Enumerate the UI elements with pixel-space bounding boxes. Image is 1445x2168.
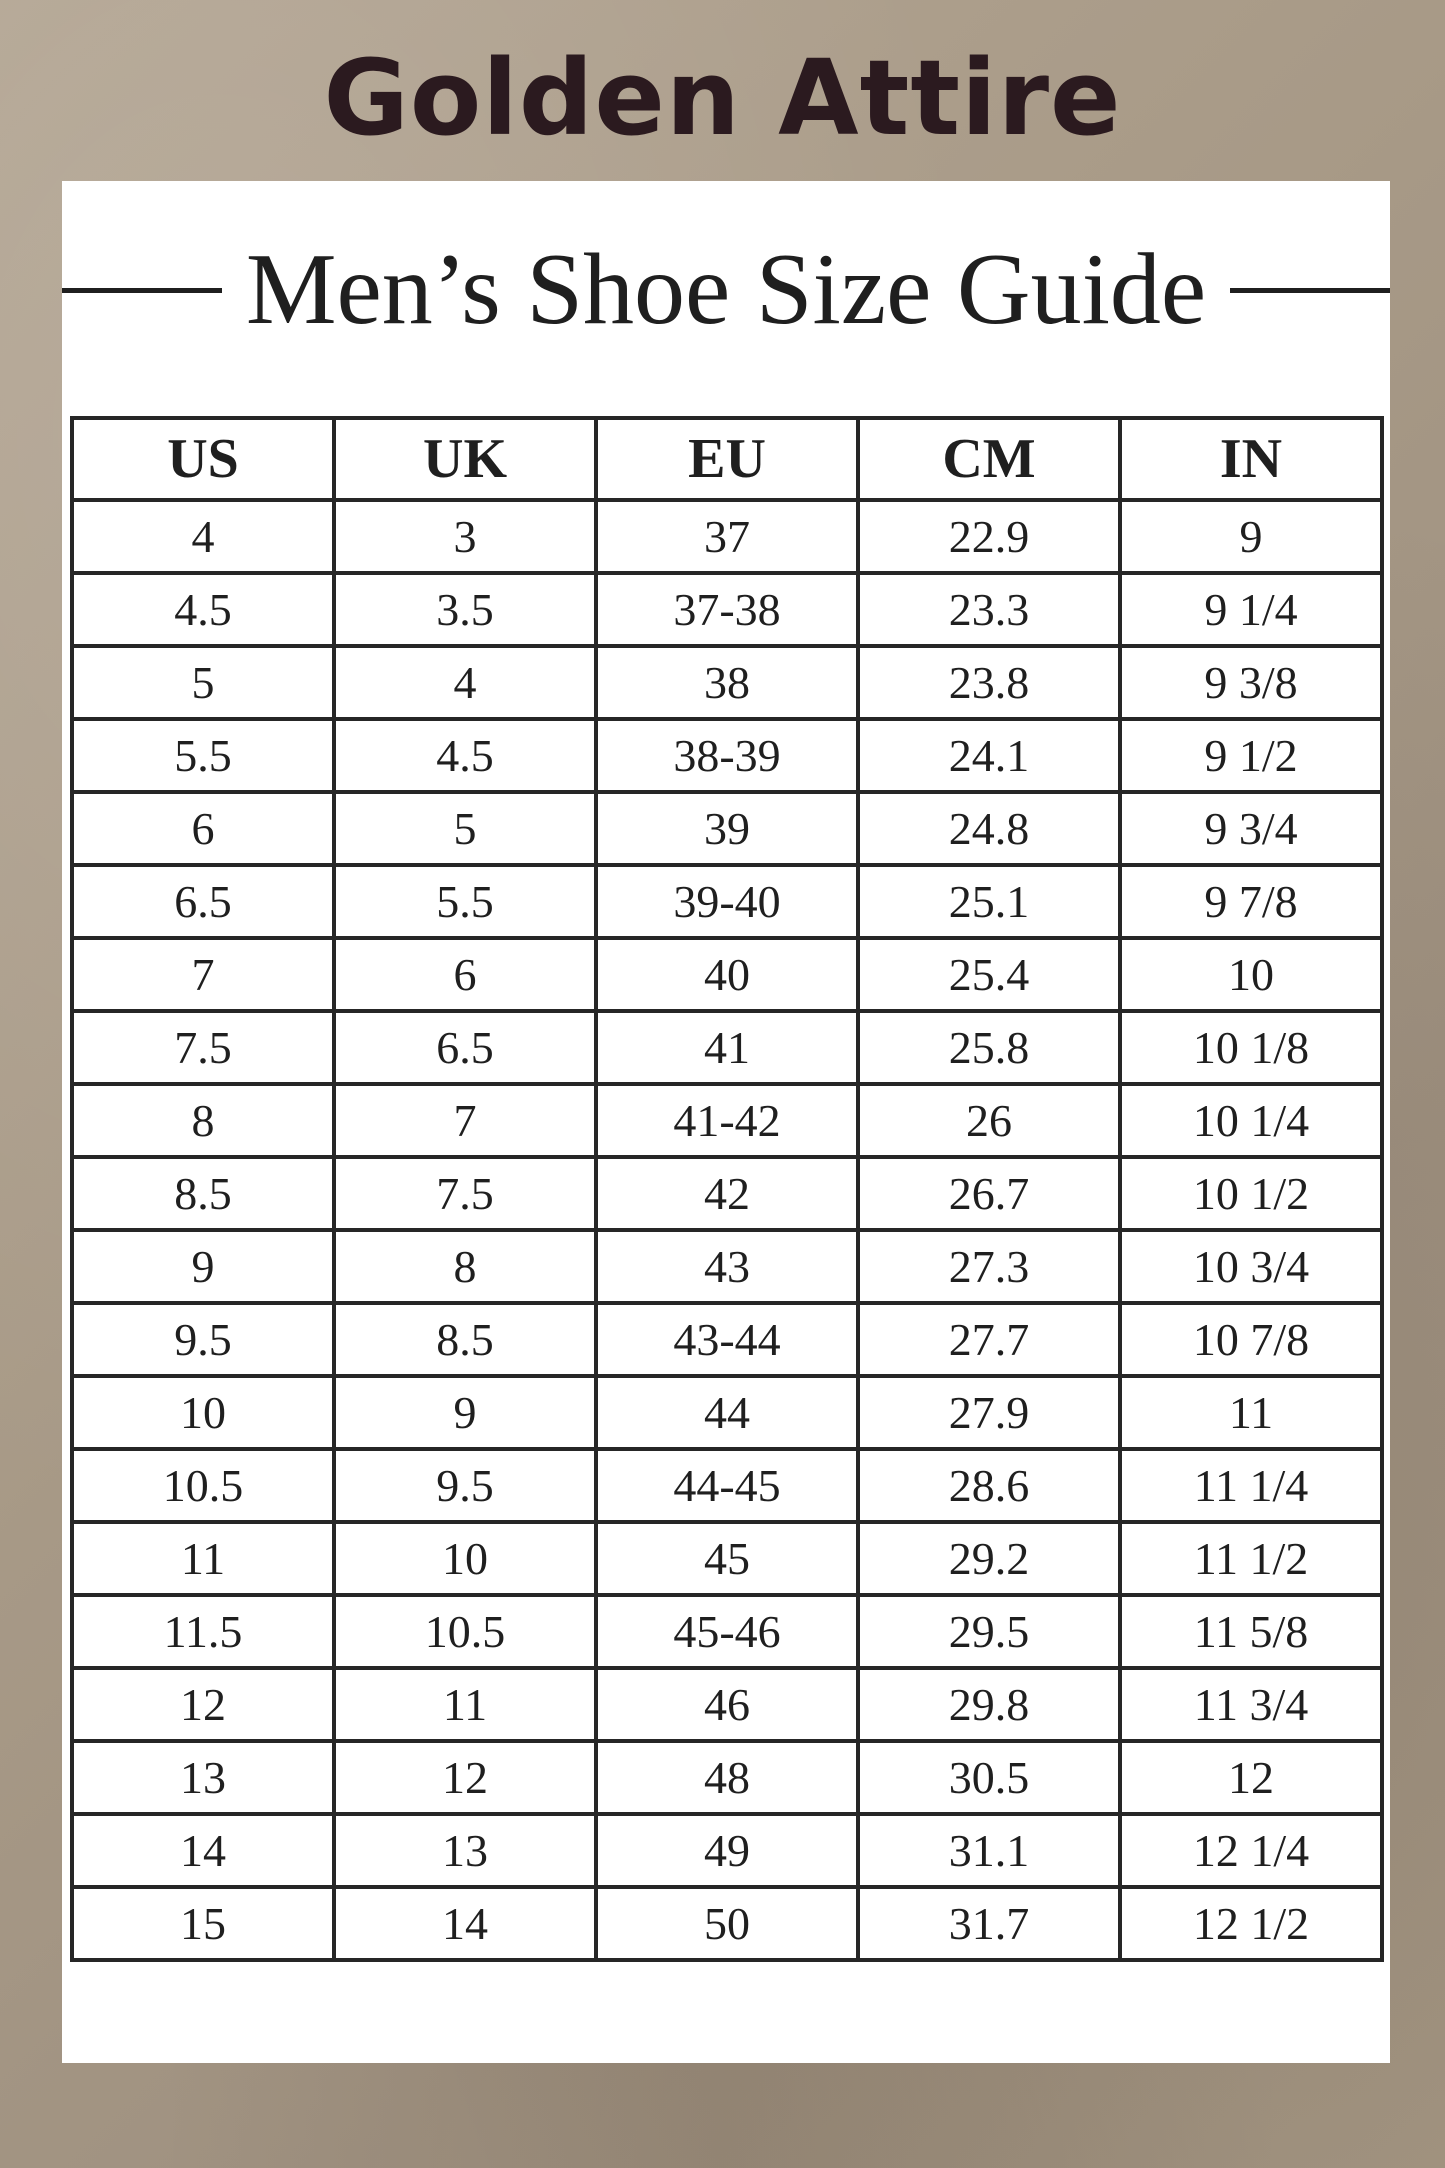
cell-in: 9 3/8 [1120,646,1382,719]
cell-uk: 10 [334,1522,596,1595]
cell-in: 11 5/8 [1120,1595,1382,1668]
cell-us: 13 [72,1741,334,1814]
table-row [72,1230,1382,1303]
cell-cm: 29.8 [858,1668,1120,1741]
cell-uk: 8.5 [334,1303,596,1376]
title-right-rule [1230,288,1390,293]
cell-cm: 30.5 [858,1741,1120,1814]
size-guide-card [62,181,1390,2063]
cell-us: 9.5 [72,1303,334,1376]
cell-us: 8 [72,1084,334,1157]
table-row [72,719,1382,792]
cell-in: 10 [1120,938,1382,1011]
cell-in: 9 7/8 [1120,865,1382,938]
cell-eu: 46 [596,1668,858,1741]
table-row [72,1522,1382,1595]
table-row [72,646,1382,719]
title-left-rule [62,288,222,293]
cell-eu: 43-44 [596,1303,858,1376]
table-row [72,1011,1382,1084]
cell-in: 9 3/4 [1120,792,1382,865]
table-row [72,865,1382,938]
header-cm: CM [858,418,1120,500]
cell-us: 5 [72,646,334,719]
brand-logo-text: Golden Attire [323,37,1122,159]
cell-us: 10.5 [72,1449,334,1522]
cell-eu: 44-45 [596,1449,858,1522]
cell-cm: 27.7 [858,1303,1120,1376]
cell-in: 9 [1120,500,1382,573]
cell-cm: 26.7 [858,1157,1120,1230]
cell-eu: 39 [596,792,858,865]
header-us: US [72,418,334,500]
cell-eu: 41 [596,1011,858,1084]
cell-uk: 6 [334,938,596,1011]
cell-in: 12 1/4 [1120,1814,1382,1887]
table-header-row [72,418,1382,500]
cell-us: 4 [72,500,334,573]
cell-cm: 24.8 [858,792,1120,865]
header-in: IN [1120,418,1382,500]
table-row [72,1887,1382,1960]
cell-us: 5.5 [72,719,334,792]
cell-in: 11 1/4 [1120,1449,1382,1522]
cell-cm: 26 [858,1084,1120,1157]
cell-uk: 4.5 [334,719,596,792]
table-row [72,1595,1382,1668]
header-uk: UK [334,418,596,500]
cell-in: 9 1/4 [1120,573,1382,646]
table-row [72,1814,1382,1887]
cell-eu: 38 [596,646,858,719]
cell-cm: 28.6 [858,1449,1120,1522]
cell-in: 10 3/4 [1120,1230,1382,1303]
cell-eu: 44 [596,1376,858,1449]
cell-us: 8.5 [72,1157,334,1230]
cell-eu: 37 [596,500,858,573]
table-row [72,500,1382,573]
cell-eu: 45 [596,1522,858,1595]
cell-cm: 23.3 [858,573,1120,646]
cell-uk: 4 [334,646,596,719]
cell-eu: 38-39 [596,719,858,792]
cell-us: 4.5 [72,573,334,646]
cell-eu: 41-42 [596,1084,858,1157]
cell-uk: 9.5 [334,1449,596,1522]
cell-cm: 29.2 [858,1522,1120,1595]
cell-cm: 25.8 [858,1011,1120,1084]
title-row [62,235,1390,345]
cell-in: 10 1/4 [1120,1084,1382,1157]
cell-eu: 37-38 [596,573,858,646]
cell-in: 11 [1120,1376,1382,1449]
cell-uk: 12 [334,1741,596,1814]
cell-uk: 3.5 [334,573,596,646]
cell-cm: 22.9 [858,500,1120,573]
cell-uk: 3 [334,500,596,573]
cell-uk: 8 [334,1230,596,1303]
cell-cm: 25.1 [858,865,1120,938]
table-row [72,1376,1382,1449]
cell-us: 10 [72,1376,334,1449]
table-row [72,1449,1382,1522]
header-eu: EU [596,418,858,500]
cell-in: 11 3/4 [1120,1668,1382,1741]
table-row [72,1668,1382,1741]
cell-eu: 42 [596,1157,858,1230]
cell-uk: 9 [334,1376,596,1449]
cell-eu: 43 [596,1230,858,1303]
cell-uk: 6.5 [334,1011,596,1084]
table-row [72,792,1382,865]
cell-us: 6 [72,792,334,865]
cell-us: 12 [72,1668,334,1741]
table-row [72,1741,1382,1814]
cell-eu: 50 [596,1887,858,1960]
cell-eu: 48 [596,1741,858,1814]
cell-in: 10 1/8 [1120,1011,1382,1084]
cell-uk: 7 [334,1084,596,1157]
cell-uk: 10.5 [334,1595,596,1668]
cell-uk: 5.5 [334,865,596,938]
cell-us: 9 [72,1230,334,1303]
cell-cm: 27.3 [858,1230,1120,1303]
cell-in: 12 [1120,1741,1382,1814]
table-row [72,1157,1382,1230]
cell-cm: 29.5 [858,1595,1120,1668]
size-table [70,416,1384,1962]
cell-cm: 31.7 [858,1887,1120,1960]
cell-cm: 31.1 [858,1814,1120,1887]
cell-eu: 39-40 [596,865,858,938]
table-row [72,938,1382,1011]
cell-uk: 11 [334,1668,596,1741]
cell-us: 7 [72,938,334,1011]
cell-eu: 49 [596,1814,858,1887]
cell-in: 11 1/2 [1120,1522,1382,1595]
cell-cm: 23.8 [858,646,1120,719]
cell-cm: 24.1 [858,719,1120,792]
cell-in: 9 1/2 [1120,719,1382,792]
cell-us: 15 [72,1887,334,1960]
cell-in: 10 7/8 [1120,1303,1382,1376]
cell-us: 6.5 [72,865,334,938]
cell-eu: 45-46 [596,1595,858,1668]
table-row [72,573,1382,646]
cell-uk: 13 [334,1814,596,1887]
cell-us: 11.5 [72,1595,334,1668]
cell-eu: 40 [596,938,858,1011]
cell-uk: 5 [334,792,596,865]
cell-in: 12 1/2 [1120,1887,1382,1960]
cell-us: 14 [72,1814,334,1887]
table-row [72,1303,1382,1376]
cell-us: 7.5 [72,1011,334,1084]
cell-in: 10 1/2 [1120,1157,1382,1230]
page-title: Men’s Shoe Size Guide [245,233,1207,346]
cell-us: 11 [72,1522,334,1595]
cell-uk: 14 [334,1887,596,1960]
table-row [72,1084,1382,1157]
table-body [72,500,1382,1960]
cell-uk: 7.5 [334,1157,596,1230]
cell-cm: 27.9 [858,1376,1120,1449]
cell-cm: 25.4 [858,938,1120,1011]
